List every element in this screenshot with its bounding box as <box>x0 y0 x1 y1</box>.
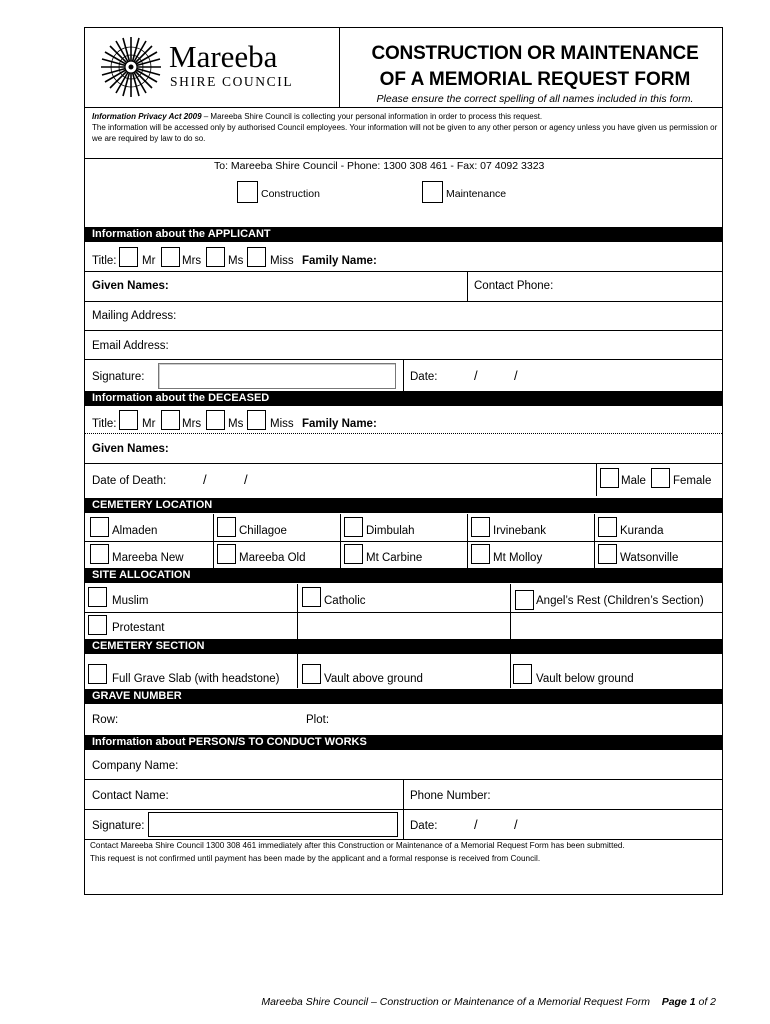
male-checkbox[interactable] <box>600 468 619 488</box>
applicant-title-mr-checkbox[interactable] <box>119 247 138 267</box>
privacy-notice <box>92 111 720 144</box>
cemetery-kuranda: Kuranda <box>620 525 664 537</box>
works-section-heading: Information about PERSON/S TO CONDUCT WORKS <box>85 735 722 750</box>
site-catholic-checkbox[interactable] <box>302 587 321 607</box>
applicant-title-miss: Miss <box>270 255 294 267</box>
cemetery-chillagoe: Chillagoe <box>239 525 287 537</box>
applicant-family-name-label: Family Name: <box>302 255 377 267</box>
applicant-title-mr: Mr <box>142 255 156 267</box>
full-grave-checkbox[interactable] <box>88 664 107 684</box>
construction-label: Construction <box>261 188 320 200</box>
deceased-given-names-label: Given Names: <box>92 443 169 455</box>
works-date-label: Date: <box>410 820 438 832</box>
cemetery-watsonville-checkbox[interactable] <box>598 544 617 564</box>
cemetery-kuranda-checkbox[interactable] <box>598 517 617 537</box>
privacy-line1: – Mareeba Shire Council is collecting your personal information in order to process this request. <box>201 112 543 121</box>
divider <box>85 107 722 108</box>
maintenance-label: Maintenance <box>446 188 507 200</box>
deceased-title-label: Title: <box>92 418 117 430</box>
site-angels-rest-checkbox[interactable] <box>515 590 534 610</box>
site-angels-rest: Angel’s Rest (Children’s Section) <box>536 595 704 607</box>
cemetery-mt-carbine: Mt Carbine <box>366 552 423 564</box>
notice-line1: Contact Mareeba Shire Council 1300 308 461 immediately after this Construction or Maintenance of a Memorial Request Form has been submitted. <box>90 841 625 850</box>
applicant-given-names-label: Given Names: <box>92 280 169 292</box>
date-separator: / <box>514 817 518 832</box>
page-footer <box>0 996 716 1008</box>
contact-name-label: Contact Name: <box>92 790 169 802</box>
deceased-title-miss-checkbox[interactable] <box>247 410 266 430</box>
applicant-title-mrs-checkbox[interactable] <box>161 247 180 267</box>
footer-page-total: of 2 <box>698 996 716 1008</box>
row-label: Row: <box>92 714 119 726</box>
full-grave-label: Full Grave Slab (with headstone) <box>112 673 280 685</box>
divider <box>297 654 298 688</box>
cemetery-almaden: Almaden <box>112 525 158 537</box>
cemetery-mareeba-old: Mareeba Old <box>239 552 306 564</box>
applicant-title-ms: Ms <box>228 255 244 267</box>
grave-number-heading: GRAVE NUMBER <box>85 689 722 704</box>
divider <box>85 612 722 613</box>
cemetery-dimbulah-checkbox[interactable] <box>344 517 363 537</box>
privacy-line2: The information will be accessed only by authorised Council employees. Your information will not be given to any other person or agency unless you have given us permission or we are required by law to do so. <box>92 123 718 143</box>
male-label: Male <box>621 475 646 487</box>
form-subtitle: Please ensure the correct spelling of all names included in this form. <box>376 93 694 105</box>
cemetery-mareeba-new-checkbox[interactable] <box>90 544 109 564</box>
cemetery-mareeba-new: Mareeba New <box>112 552 184 564</box>
date-separator: / <box>244 472 248 487</box>
notice-line2: This request is not confirmed until payment has been made by the applicant and a formal response is received from Council. <box>90 854 541 863</box>
deceased-title-mrs: Mrs <box>182 418 202 430</box>
site-protestant-checkbox[interactable] <box>88 615 107 635</box>
cemetery-dimbulah: Dimbulah <box>366 525 415 537</box>
applicant-title-miss-checkbox[interactable] <box>247 247 266 267</box>
divider <box>403 359 404 391</box>
flower-logo-icon <box>99 35 163 99</box>
deceased-title-ms: Ms <box>228 418 244 430</box>
works-signature-label: Signature: <box>92 820 145 832</box>
date-of-death-label: Date of Death: <box>92 475 167 487</box>
email-address-label: Email Address: <box>92 340 169 352</box>
divider <box>403 809 404 839</box>
deceased-title-mrs-checkbox[interactable] <box>161 410 180 430</box>
applicant-signature-field[interactable] <box>158 363 396 389</box>
divider <box>510 654 511 688</box>
site-allocation-heading: SITE ALLOCATION <box>85 568 722 583</box>
divider <box>403 779 404 809</box>
mailing-address-label: Mailing Address: <box>92 310 177 322</box>
vault-below-checkbox[interactable] <box>513 664 532 684</box>
phone-number-label: Phone Number: <box>410 790 491 802</box>
logo-subtitle: SHIRE COUNCIL <box>170 74 294 89</box>
deceased-title-mr-checkbox[interactable] <box>119 410 138 430</box>
deceased-family-name-label: Family Name: <box>302 418 377 430</box>
cemetery-location-heading: CEMETERY LOCATION <box>85 498 722 513</box>
site-protestant: Protestant <box>112 622 165 634</box>
footer-text: Mareeba Shire Council – Construction or Maintenance of a Memorial Request Form <box>261 996 651 1008</box>
deceased-title-ms-checkbox[interactable] <box>206 410 225 430</box>
deceased-title-miss: Miss <box>270 418 294 430</box>
date-separator: / <box>474 368 478 383</box>
applicant-signature-label: Signature: <box>92 371 145 383</box>
cemetery-almaden-checkbox[interactable] <box>90 517 109 537</box>
cemetery-irvinebank: Irvinebank <box>493 525 547 537</box>
maintenance-checkbox[interactable] <box>422 181 443 203</box>
cemetery-mareeba-old-checkbox[interactable] <box>217 544 236 564</box>
council-contact-line: To: Mareeba Shire Council - Phone: 1300 308 461 - Fax: 07 4092 3323 <box>214 160 545 172</box>
cemetery-irvinebank-checkbox[interactable] <box>471 517 490 537</box>
vault-below-label: Vault below ground <box>536 673 634 685</box>
divider <box>596 463 597 496</box>
divider <box>85 271 722 272</box>
applicant-section-heading: Information about the APPLICANT <box>85 227 722 242</box>
date-separator: / <box>514 368 518 383</box>
divider <box>85 433 722 434</box>
cemetery-mt-molloy: Mt Molloy <box>493 552 543 564</box>
vault-above-checkbox[interactable] <box>302 664 321 684</box>
divider <box>467 271 468 301</box>
date-separator: / <box>203 472 207 487</box>
date-separator: / <box>474 817 478 832</box>
company-name-label: Company Name: <box>92 760 179 772</box>
privacy-act-title: Information Privacy Act 2009 <box>92 112 202 121</box>
female-checkbox[interactable] <box>651 468 670 488</box>
form-title-line1: CONSTRUCTION OR MAINTENANCE <box>371 43 699 64</box>
form-title-line2: OF A MEMORIAL REQUEST FORM <box>379 69 691 90</box>
footer-page-label: Page <box>661 996 687 1008</box>
divider <box>85 463 722 464</box>
vault-above-label: Vault above ground <box>324 673 423 685</box>
cemetery-chillagoe-checkbox[interactable] <box>217 517 236 537</box>
cemetery-section-heading: CEMETERY SECTION <box>85 639 722 654</box>
divider <box>85 330 722 331</box>
applicant-title-label: Title: <box>92 255 117 267</box>
applicant-title-mrs: Mrs <box>182 255 202 267</box>
applicant-date-label: Date: <box>410 371 438 383</box>
cemetery-mt-carbine-checkbox[interactable] <box>344 544 363 564</box>
site-muslim-checkbox[interactable] <box>88 587 107 607</box>
footer-page-number: 1 <box>689 996 696 1008</box>
deceased-title-mr: Mr <box>142 418 156 430</box>
memorial-request-form <box>84 27 723 895</box>
site-catholic: Catholic <box>324 595 366 607</box>
applicant-title-ms-checkbox[interactable] <box>206 247 225 267</box>
female-label: Female <box>673 475 712 487</box>
logo-block <box>85 28 340 107</box>
works-signature-field[interactable] <box>148 812 398 837</box>
deceased-section-heading: Information about the DECEASED <box>85 391 722 406</box>
divider <box>85 301 722 302</box>
construction-checkbox[interactable] <box>237 181 258 203</box>
site-muslim: Muslim <box>112 595 149 607</box>
divider <box>85 541 722 542</box>
logo-name: Mareeba <box>169 39 278 74</box>
applicant-contact-phone-label: Contact Phone: <box>474 280 554 292</box>
cemetery-watsonville: Watsonville <box>620 552 679 564</box>
cemetery-mt-molloy-checkbox[interactable] <box>471 544 490 564</box>
plot-label: Plot: <box>306 714 330 726</box>
